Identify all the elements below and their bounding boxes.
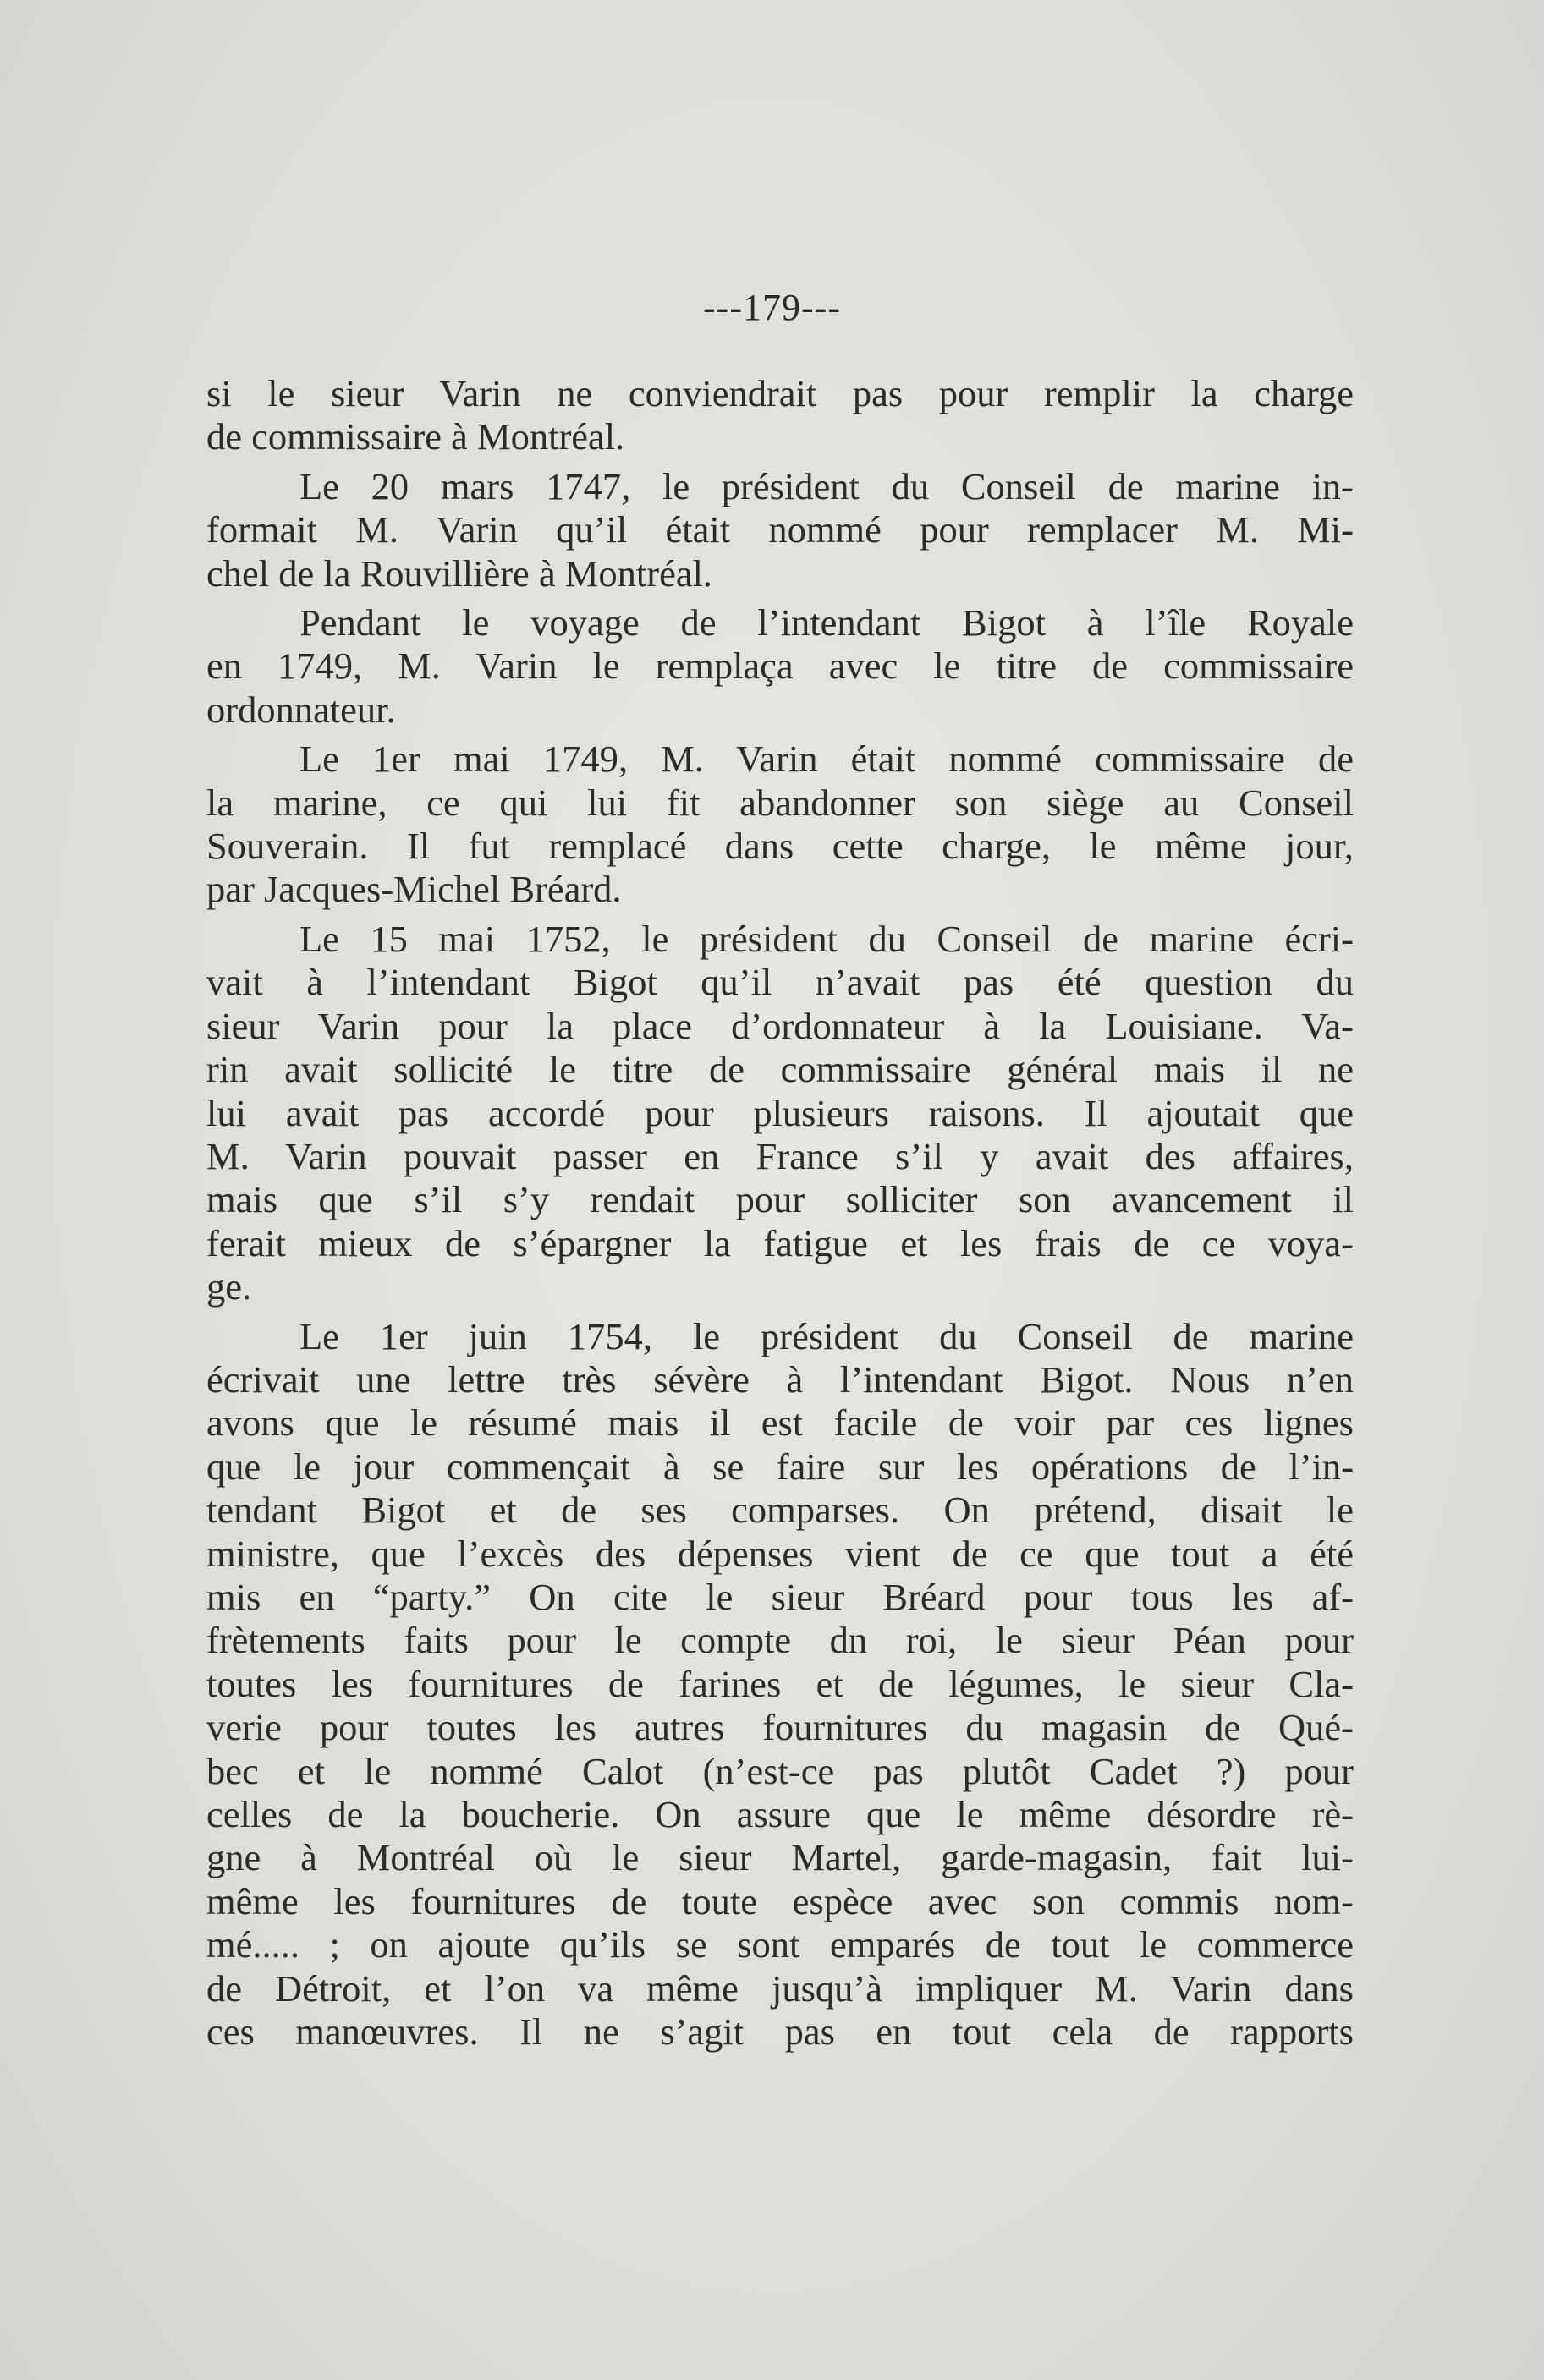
paragraph	[206, 372, 1354, 459]
paragraph	[206, 918, 1354, 1309]
text-line: la marine, ce qui lui fit abandonner son siège au Conseil	[206, 781, 1354, 824]
text-line: tendant Bigot et de ses comparses. On prétend, disait le	[206, 1489, 1354, 1532]
text-line: gne à Montréal où le sieur Martel, garde-magasin, fait lui-	[206, 1836, 1354, 1879]
text-line: lui avait pas accordé pour plusieurs raisons. Il ajoutait que	[206, 1091, 1354, 1134]
text-line: vait à l’intendant Bigot qu’il n’avait pas été question du	[206, 961, 1354, 1004]
text-line: Souverain. Il fut remplacé dans cette charge, le même jour,	[206, 825, 1354, 868]
text-line: formait M. Varin qu’il était nommé pour remplacer M. Mi-	[206, 508, 1354, 551]
text-line: mé..... ; on ajoute qu’ils se sont emparés de tout le commerce	[206, 1923, 1354, 1966]
text-line: Le 1er juin 1754, le président du Conseil de marine	[299, 1314, 1354, 1357]
text-line: même les fournitures de toute espèce avec son commis nom-	[206, 1879, 1354, 1922]
text-line: si le sieur Varin ne conviendrait pas pour remplir la charge	[206, 372, 1354, 414]
text-line: ministre, que l’excès des dépenses vient de ce que tout a été	[206, 1532, 1354, 1575]
page-number: ---179---	[703, 287, 841, 328]
text-line: mais que s’il s’y rendait pour solliciter son avancement il	[206, 1178, 1354, 1221]
paragraph	[206, 1315, 1354, 2054]
text-line: avons que le résumé mais il est facile de voir par ces lignes	[206, 1401, 1354, 1445]
text-line: de Détroit, et l’on va même jusqu’à impliquer M. Varin dans	[206, 1966, 1354, 2010]
text-line: frètements faits pour le compte dn roi, le sieur Péan pour	[206, 1619, 1354, 1662]
text-line: par Jacques-Michel Bréard.	[206, 868, 622, 911]
paragraph	[206, 738, 1354, 912]
text-line: ge.	[206, 1265, 252, 1308]
paragraph	[206, 601, 1354, 732]
text-line: mis en “party.” On cite le sieur Bréard pour tous les af-	[206, 1575, 1354, 1618]
body-text	[206, 372, 1354, 2054]
text-line: de commissaire à Montréal.	[206, 415, 625, 458]
text-line: ces manœuvres. Il ne s’agit pas en tout cela de rapports	[206, 2010, 1354, 2054]
text-line: celles de la boucherie. On assure que le même désordre rè-	[206, 1793, 1354, 1835]
text-line: écrivait une lettre très sévère à l’intendant Bigot. Nous n’en	[206, 1357, 1354, 1401]
text-line: que le jour commençait à se faire sur les opérations de l’in-	[206, 1445, 1354, 1488]
text-line: verie pour toutes les autres fournitures du magasin de Qué-	[206, 1706, 1354, 1749]
text-line: bec et le nommé Calot (n’est-ce pas plutôt Cadet ?) pour	[206, 1749, 1354, 1792]
text-line: rin avait sollicité le titre de commissaire général mais il ne	[206, 1048, 1354, 1091]
text-line: ordonnateur.	[206, 688, 396, 731]
paragraph	[206, 465, 1354, 595]
text-line: Le 1er mai 1749, M. Varin était nommé commissaire de	[299, 738, 1354, 781]
text-line: Le 20 mars 1747, le président du Conseil de marine in-	[299, 464, 1354, 507]
text-line: M. Varin pouvait passer en France s’il y avait des affaires,	[206, 1134, 1354, 1177]
text-line: en 1749, M. Varin le remplaça avec le titre de commissaire	[206, 644, 1354, 688]
text-line: Le 15 mai 1752, le président du Conseil de marine écri-	[299, 917, 1354, 960]
text-line: toutes les fournitures de farines et de légumes, le sieur Cla-	[206, 1662, 1354, 1705]
text-line: chel de la Rouvillière à Montréal.	[206, 551, 713, 595]
text-line: sieur Varin pour la place d’ordonnateur à la Louisiane. Va-	[206, 1004, 1354, 1047]
text-line: Pendant le voyage de l’intendant Bigot à l’île Royale	[299, 601, 1354, 644]
text-line: ferait mieux de s’épargner la fatigue et les frais de ce voya-	[206, 1221, 1354, 1264]
